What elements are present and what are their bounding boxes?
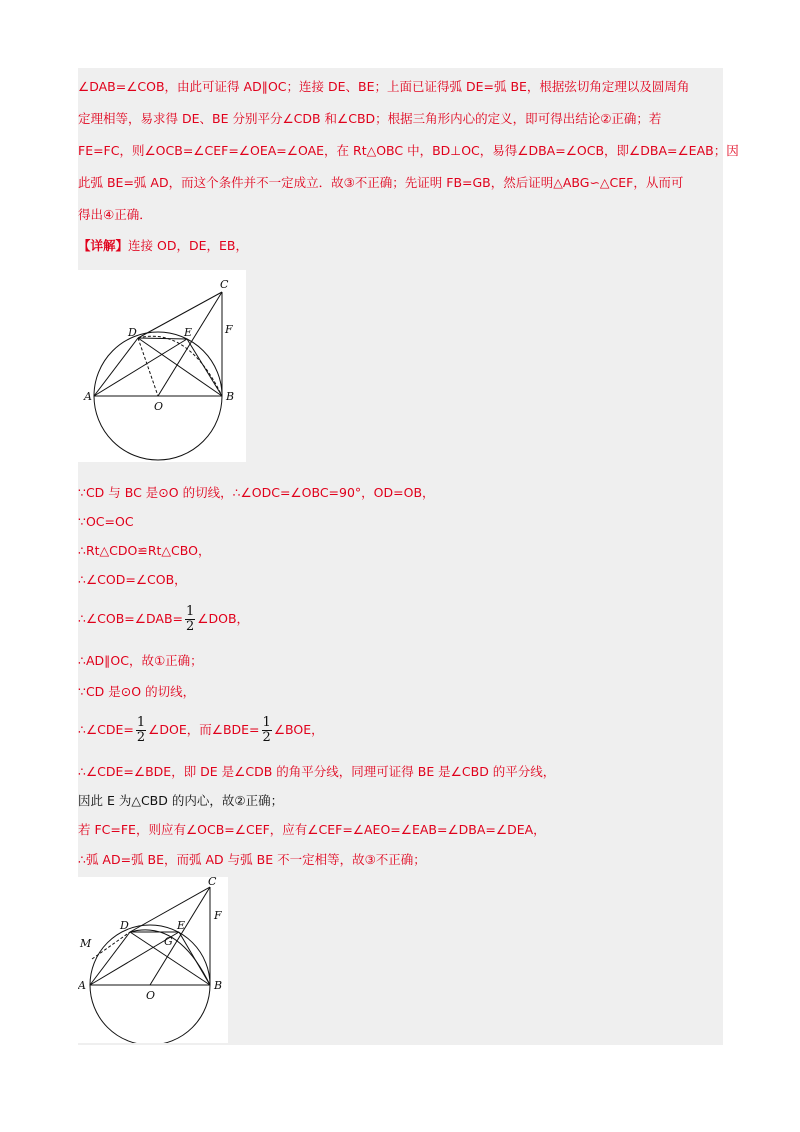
intro-line-3: FE=FC，则∠OCB=∠CEF=∠OEA=∠OAE，在 Rt△OBC 中，BD⊥OC，易得∠DBA=∠OCB，即∠DBA=∠EAB；因 [78, 143, 739, 158]
fraction-half [136, 716, 146, 745]
label-f: F [214, 909, 222, 922]
proof-line-5-post: ∠DOB， [197, 611, 250, 626]
proof-line-8-b: ∠DOE，而∠BDE= [148, 722, 260, 737]
proof-line-8-a: ∴∠CDE= [78, 722, 134, 737]
label-o: O [146, 989, 156, 1002]
label-e: E [184, 326, 193, 339]
fraction-denominator: 2 [186, 619, 195, 634]
proof-line-8 [78, 712, 324, 748]
fraction-numerator: 1 [262, 715, 271, 730]
proof-line-8-c: ∠BOE， [273, 722, 324, 737]
label-c: C [220, 278, 229, 291]
label-b: B [226, 390, 235, 403]
label-a: A [78, 979, 86, 992]
detail-heading [78, 236, 248, 256]
label-e: E [177, 919, 186, 932]
fraction-half [185, 605, 195, 634]
intro-line-2: 定理相等，易求得 DE、BE 分别平分∠CDB 和∠CBD；根据三角形内心的定义，即可得出结论②正确；若 [78, 111, 662, 126]
intro-line-5: 得出④正确． [78, 207, 152, 222]
figure-1-drawing [78, 270, 246, 462]
detail-tag: 【详解】 [78, 238, 129, 253]
proof-line-4: ∴∠COD=∠COB， [78, 572, 187, 587]
label-c: C [208, 877, 217, 888]
figure-2-drawing [78, 877, 228, 1043]
proof-line-11: 若 FC=FE，则应有∠OCB=∠CEF，应有∠CEF=∠AEO=∠EAB=∠DBA=∠DEA， [78, 822, 546, 837]
fraction-half [262, 716, 272, 745]
intro-line-4: 此弧 BE=弧 AD，而这个条件并不一定成立．故③不正确；先证明 FB=GB，然后证明△ABG∽△CEF，从而可 [78, 175, 684, 190]
detail-text: 连接 OD，DE，EB， [128, 238, 248, 253]
label-g: G [164, 935, 173, 948]
proof-line-3: ∴Rt△CDO≌Rt△CBO， [78, 543, 211, 558]
geometry-figure-2 [78, 877, 228, 1043]
proof-line-12: ∴弧 AD=弧 BE，而弧 AD 与弧 BE 不一定相等，故③不正确； [78, 852, 426, 867]
fraction-denominator: 2 [136, 730, 146, 745]
label-m: M [80, 937, 92, 950]
proof-line-1: ∵CD 与 BC 是⊙O 的切线，∴∠ODC=∠OBC=90°，OD=OB， [78, 485, 435, 500]
proof-line-2: ∵OC=OC [78, 514, 134, 529]
fraction-numerator: 1 [186, 604, 195, 619]
proof-line-5 [78, 601, 249, 637]
fraction-numerator: 1 [136, 715, 146, 730]
label-a: A [84, 390, 92, 403]
proof-line-5-pre: ∴∠COB=∠DAB= [78, 611, 183, 626]
label-d: D [128, 326, 137, 339]
intro-line-1: ∠DAB=∠COB，由此可证得 AD∥OC；连接 DE、BE；上面已证得弧 DE=弧 BE，根据弦切角定理以及圆周角 [78, 79, 690, 94]
fraction-denominator: 2 [262, 730, 271, 745]
proof-line-7: ∵CD 是⊙O 的切线， [78, 684, 196, 699]
label-d: D [120, 919, 129, 932]
label-b: B [214, 979, 223, 992]
geometry-figure-1 [78, 270, 246, 462]
proof-line-10: 因此 E 为△CBD 的内心，故②正确； [78, 793, 284, 808]
label-o: O [154, 400, 164, 413]
label-f: F [225, 323, 233, 336]
proof-line-6: ∴AD∥OC，故①正确； [78, 653, 203, 668]
proof-line-9: ∴∠CDE=∠BDE，即 DE 是∠CDB 的角平分线，同理可证得 BE 是∠CBD 的平分线， [78, 764, 556, 779]
